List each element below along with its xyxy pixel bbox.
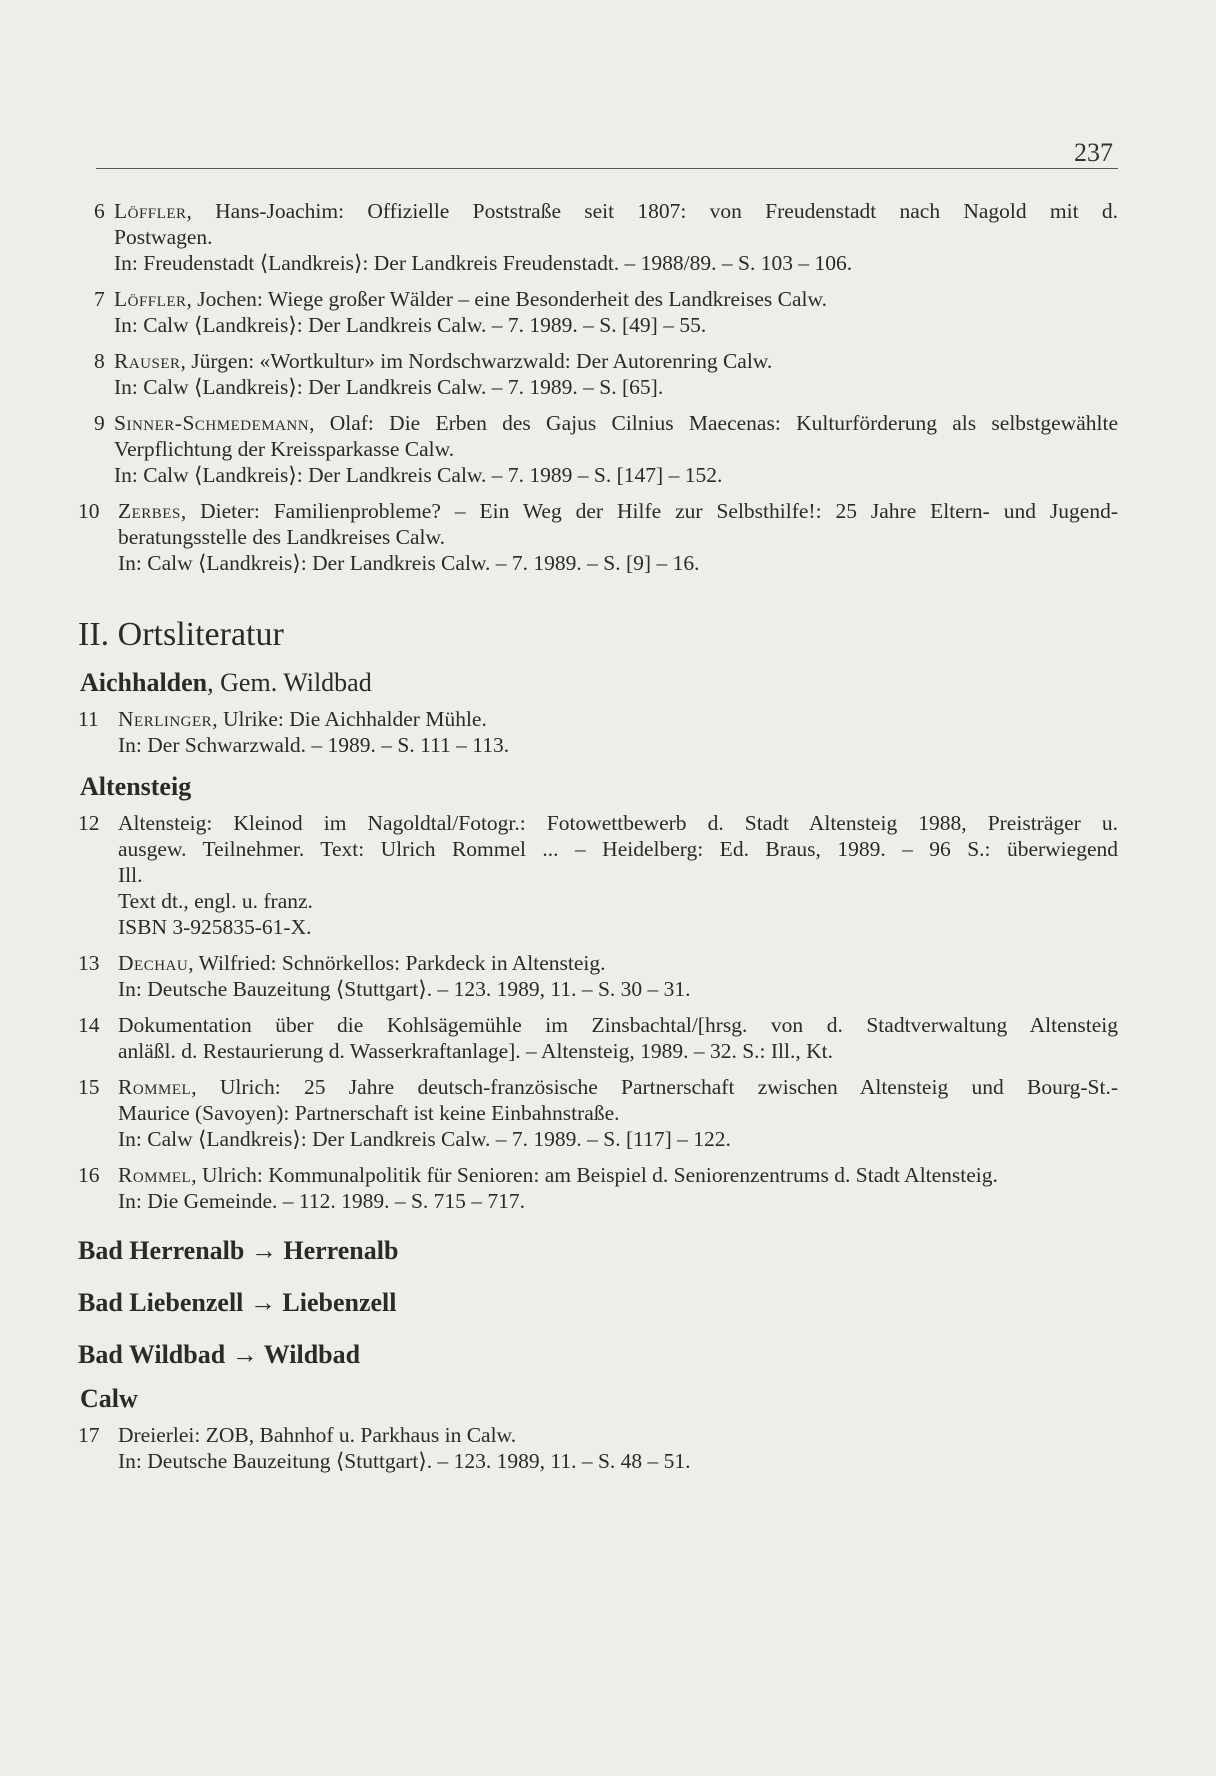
entry-line: Dreierlei: ZOB, Bahnhof u. Parkhaus in Calw. [118, 1423, 517, 1447]
entry-source: In: Calw ⟨Landkreis⟩: Der Landkreis Calw. – 7. 1989. – S. [9] – 16. [118, 551, 700, 575]
entry-author: Nerlinger [118, 707, 213, 731]
bib-entry-7 [78, 286, 1118, 338]
entry-author: Löffler [114, 287, 187, 311]
xref-to: Herrenalb [283, 1236, 399, 1265]
xref-from: Bad Liebenzell [78, 1288, 244, 1317]
bib-entry-14 [78, 1012, 1118, 1064]
entry-source: In: Calw ⟨Landkreis⟩: Der Landkreis Calw. – 7. 1989. – S. [65]. [114, 375, 664, 399]
entry-source: In: Calw ⟨Landkreis⟩: Der Landkreis Calw. – 7. 1989. – S. [117] – 122. [118, 1127, 731, 1151]
entry-number: 15 [78, 1075, 100, 1099]
entry-source: In: Der Schwarzwald. – 1989. – S. 111 – 113. [118, 733, 510, 757]
entry-author: Dechau [118, 951, 189, 975]
section-heading: II. Ortsliteratur [78, 616, 284, 653]
arrow-right-icon: → [249, 1288, 276, 1317]
entry-line: Dokumentation über die Kohlsägemühle im Zinsbachtal/[hrsg. von d. Stadtverwaltung Altensteig [118, 1013, 1118, 1037]
entry-line [118, 706, 1118, 732]
bib-entry-13 [78, 950, 1118, 1002]
entry-number: 12 [78, 811, 100, 835]
entry-number: 7 [94, 287, 105, 311]
entry-line [114, 198, 1118, 224]
bib-entry-16 [78, 1162, 1118, 1214]
entry-author: Zerbes [118, 499, 181, 523]
entry-title: , Ulrike: Die Aichhalder Mühle. [212, 707, 487, 731]
entry-line: Verpflichtung der Kreissparkasse Calw. [114, 437, 455, 461]
cross-reference-wildbad [78, 1340, 1118, 1370]
entry-line: ausgew. Teilnehmer. Text: Ulrich Rommel ... – Heidelberg: Ed. Braus, 1989. – 96 S.: überwiegend [118, 837, 1118, 861]
page-number: 237 [1074, 138, 1113, 167]
entry-isbn: ISBN 3-925835-61-X. [118, 915, 312, 939]
entry-title: , Jochen: Wiege großer Wälder – eine Besonderheit des Landkreises Calw. [186, 287, 828, 311]
bib-entry-10 [78, 498, 1118, 576]
entry-author: Löffler [114, 199, 187, 223]
xref-to: Liebenzell [282, 1288, 397, 1317]
entry-line: Ill. [118, 863, 143, 887]
entry-author: Rauser [114, 349, 181, 373]
xref-to: Wildbad [263, 1340, 361, 1369]
entry-source: In: Deutsche Bauzeitung ⟨Stuttgart⟩. – 123. 1989, 11. – S. 48 – 51. [118, 1449, 691, 1473]
bib-entry-11 [78, 706, 1118, 758]
entry-number: 8 [94, 349, 105, 373]
entry-source: In: Calw ⟨Landkreis⟩: Der Landkreis Calw. – 7. 1989 – S. [147] – 152. [114, 463, 723, 487]
entry-title: , Olaf: Die Erben des Gajus Cilnius Maecenas: Kulturförderung als selbstgewählte [309, 411, 1118, 435]
place-name: Aichhalden [80, 668, 208, 697]
entry-line [118, 950, 1118, 976]
entry-title: , Jürgen: «Wortkultur» im Nordschwarzwald: Der Autorenring Calw. [180, 349, 773, 373]
bib-entry-17 [78, 1422, 1118, 1474]
entry-line: beratungsstelle des Landkreises Calw. [118, 525, 445, 549]
entry-number: 17 [78, 1423, 100, 1447]
entry-source: In: Die Gemeinde. – 112. 1989. – S. 715 – 717. [118, 1189, 526, 1213]
entry-title: , Dieter: Familienprobleme? – Ein Weg der Hilfe zur Selbsthilfe!: 25 Jahre Eltern- und Jugend- [180, 499, 1118, 523]
entry-author: Rommel [118, 1163, 192, 1187]
entry-number: 10 [78, 499, 100, 523]
entry-line [114, 410, 1118, 436]
header-rule [96, 168, 1118, 169]
entry-number: 14 [78, 1013, 100, 1037]
entry-line: Postwagen. [114, 225, 213, 249]
entry-line [118, 1074, 1118, 1100]
entry-source: In: Deutsche Bauzeitung ⟨Stuttgart⟩. – 123. 1989, 11. – S. 30 – 31. [118, 977, 691, 1001]
place-heading-calw: Calw [80, 1384, 138, 1413]
entry-line [118, 1162, 1118, 1188]
cross-reference-herrenalb [78, 1236, 1118, 1266]
entry-line [114, 348, 1118, 374]
entry-number: 16 [78, 1163, 100, 1187]
entry-title: , Hans-Joachim: Offizielle Poststraße seit 1807: von Freudenstadt nach Nagold mit d. [186, 199, 1118, 223]
bib-entry-6 [78, 198, 1118, 276]
bib-entry-9 [78, 410, 1118, 488]
entry-author: Rommel [118, 1075, 192, 1099]
arrow-right-icon: → [231, 1340, 258, 1369]
entry-line: anläßl. d. Restaurierung d. Wasserkraftanlage]. – Altensteig, 1989. – 32. S.: Ill., Kt. [118, 1039, 833, 1063]
entry-number: 11 [78, 707, 99, 731]
bib-entry-12 [78, 810, 1118, 940]
bibliography-content [78, 198, 1118, 1484]
entry-line [114, 286, 1118, 312]
place-heading-aichhalden [80, 668, 1118, 698]
entry-source: In: Freudenstadt ⟨Landkreis⟩: Der Landkreis Freudenstadt. – 1988/89. – S. 103 – 106. [114, 251, 853, 275]
entry-line: Altensteig: Kleinod im Nagoldtal/Fotogr.: Fotowettbewerb d. Stadt Altensteig 1988, Preisträger u. [118, 811, 1118, 835]
entry-number: 6 [94, 199, 105, 223]
entry-source: In: Calw ⟨Landkreis⟩: Der Landkreis Calw. – 7. 1989. – S. [49] – 55. [114, 313, 707, 337]
xref-from: Bad Wildbad [78, 1340, 226, 1369]
entry-note: Text dt., engl. u. franz. [118, 889, 313, 913]
arrow-right-icon: → [250, 1236, 277, 1265]
entry-author: Sinner-Schmedemann [114, 411, 310, 435]
entry-number: 13 [78, 951, 100, 975]
place-suffix: , Gem. Wildbad [207, 668, 372, 697]
entry-title: , Wilfried: Schnörkellos: Parkdeck in Altensteig. [188, 951, 606, 975]
entry-number: 9 [94, 411, 105, 435]
bib-entry-8 [78, 348, 1118, 400]
xref-from: Bad Herrenalb [78, 1236, 245, 1265]
entry-line [118, 498, 1118, 524]
entry-title: , Ulrich: Kommunalpolitik für Senioren: am Beispiel d. Seniorenzentrums d. Stadt Altensteig. [191, 1163, 998, 1187]
entry-line: Maurice (Savoyen): Partnerschaft ist keine Einbahnstraße. [118, 1101, 620, 1125]
cross-reference-liebenzell [78, 1288, 1118, 1318]
entry-title: , Ulrich: 25 Jahre deutsch-französische Partnerschaft zwischen Altensteig und Bourg-St.- [191, 1075, 1118, 1099]
place-heading-altensteig: Altensteig [80, 772, 192, 801]
bib-entry-15 [78, 1074, 1118, 1152]
